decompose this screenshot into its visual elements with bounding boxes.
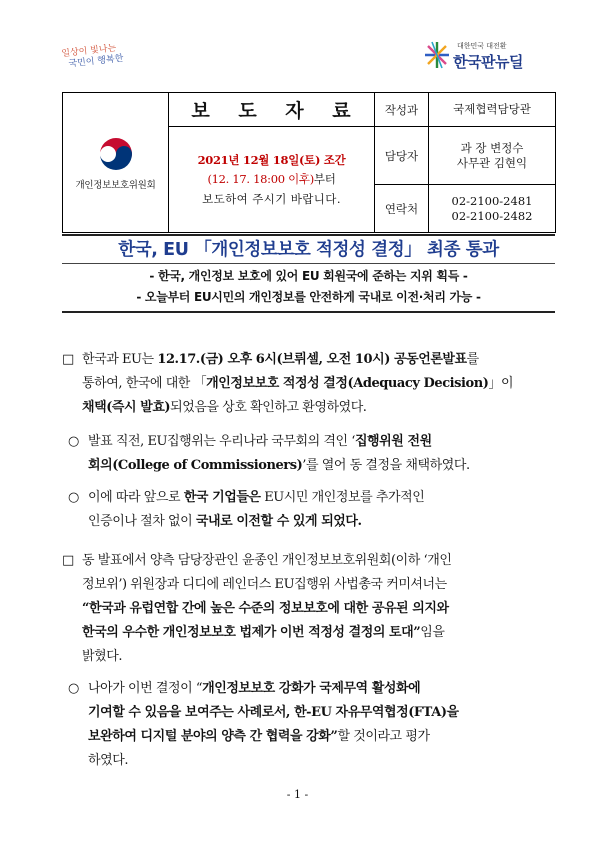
p3-line-1 — [88, 486, 542, 510]
author-value: 국제협력담당관 — [429, 93, 556, 127]
subtitle-2: - 오늘부터 EU시민의 개인정보를 안전하게 국내로 이전·처리 가능 - — [136, 290, 481, 304]
contact-person-line-1: 과 장 변정수 — [460, 140, 524, 155]
embargo-note: 보도하여 주시기 바랍니다. — [202, 192, 341, 206]
paragraph-1 — [62, 348, 542, 420]
p4-text: 임을 — [420, 625, 445, 640]
p1-text: 되었음을 상호 확인하고 환영하였다. — [170, 400, 367, 415]
p1-line-1 — [82, 348, 542, 372]
paragraph-5 — [62, 677, 542, 773]
slogan-line-1: 일상이 빛나는 — [61, 43, 117, 60]
embargo-cell — [169, 127, 375, 233]
p2-line-2 — [88, 454, 542, 478]
square-bullet-icon: □ — [62, 352, 74, 367]
slogan-logo — [61, 43, 124, 71]
p1-text: 」이 — [488, 376, 514, 391]
contact-person-line-2: 사무관 김현익 — [456, 155, 528, 170]
paragraph-3 — [62, 486, 542, 534]
slogan-line-2: 국민이 행복한 — [68, 53, 124, 70]
p3-emphasis: 국내로 이전할 수 있게 되었다. — [195, 514, 362, 529]
embargo-time-suffix: 부터 — [313, 172, 336, 186]
embargo-date: 2021년 12월 18일(토) 조간 — [197, 153, 346, 167]
brand-subtitle: 대한민국 대전환 — [457, 42, 507, 50]
author-label: 작성과 — [375, 93, 429, 127]
press-title-cell — [169, 93, 375, 127]
brand-title: 한국판뉴딜 — [453, 53, 523, 71]
title-bottom-rule — [62, 311, 555, 313]
p5-emphasis: 개인정보보호 강화가 국제무역 활성화에 — [202, 681, 421, 696]
p3-line-2 — [88, 510, 542, 534]
phone-line-2: 02-2100-2482 — [451, 208, 533, 223]
press-info-table — [62, 92, 556, 233]
korean-new-deal-logo — [423, 40, 533, 74]
p5-line-3 — [88, 725, 542, 749]
subtitle-1: - 한국, 개인정보 보호에 있어 EU 회원국에 준하는 지위 획득 - — [149, 269, 468, 283]
p5-line-4: 하였다. — [88, 753, 129, 768]
p2-text: ’를 열어 동 결정을 채택하였다. — [302, 458, 470, 473]
p4-emphasis: 한국의 우수한 개인정보보호 법제가 이번 적정성 결정의 토대” — [82, 625, 421, 640]
contact-person-label: 담당자 — [375, 127, 429, 185]
paragraph-4 — [62, 549, 542, 669]
phone-value — [429, 185, 556, 233]
p1-emphasis: 12.17.(금) 오후 6시(브뤼셀, 오전 10시) 공동언론발표 — [157, 352, 467, 367]
p5-line-2 — [88, 701, 542, 725]
contact-person-value — [429, 127, 556, 185]
p3-text: 인증이나 절차 없이 — [88, 514, 196, 529]
p2-emphasis: 회의(College of Commissioners) — [88, 458, 303, 473]
p2-text: 발표 직전, EU집행위는 우리나라 국무회의 격인 ‘ — [88, 434, 355, 449]
phone-label: 연락처 — [375, 185, 429, 233]
press-release-title: 보 도 자 료 — [191, 100, 362, 122]
p5-line-1 — [88, 677, 542, 701]
circle-bullet-icon: ○ — [68, 681, 79, 696]
main-headline: 한국, EU 「개인정보보호 적정성 결정」 최종 통과 — [118, 240, 499, 260]
paragraph-2 — [62, 430, 542, 478]
p1-emphasis: 채택(즉시 발효) — [82, 400, 171, 415]
p4-line-1: 동 발표에서 양측 담당장관인 윤종인 개인정보보호위원회(이하 ‘개인 — [82, 553, 452, 568]
p1-text: 를 — [466, 352, 479, 367]
p1-text: 통하여, 한국에 대한 「 — [82, 376, 207, 391]
p4-line-3 — [82, 597, 542, 621]
new-deal-mark-icon — [423, 40, 451, 70]
p4-line-5: 밝혔다. — [82, 649, 123, 664]
p1-text: 한국과 EU는 — [82, 352, 158, 367]
page-number: - 1 - — [286, 788, 309, 801]
p4-line-4 — [82, 621, 542, 645]
p5-text: 할 것이라고 평가 — [337, 729, 430, 744]
embargo-time — [169, 171, 374, 187]
square-bullet-icon: □ — [62, 553, 74, 568]
p2-line-1 — [88, 430, 542, 454]
p1-line-2 — [82, 372, 542, 396]
p5-text: 나아가 이번 결정이 “ — [88, 681, 203, 696]
p5-emphasis: 기여할 수 있음을 보여주는 사례로서, 한-EU 자유무역협정(FTA)을 — [88, 705, 459, 720]
p4-emphasis: “한국과 유럽연합 간에 높은 수준의 정보보호에 대한 공유된 의지와 — [82, 601, 449, 616]
p5-emphasis: 보완하여 디지털 분야의 양측 간 협력을 강화” — [88, 729, 338, 744]
org-logo-cell — [63, 93, 169, 233]
org-name: 개인정보보호위원회 — [75, 179, 156, 191]
government-emblem-icon — [99, 137, 133, 171]
p4-line-2: 정보위’) 위원장과 디디에 레인더스 EU집행위 사법총국 커미셔너는 — [82, 577, 447, 592]
title-mid-rule — [62, 263, 555, 264]
p1-line-3 — [82, 396, 542, 420]
p3-text: EU시민 개인정보를 추가적인 — [260, 490, 425, 505]
phone-line-1: 02-2100-2481 — [451, 193, 533, 208]
circle-bullet-icon: ○ — [68, 434, 79, 449]
p3-emphasis: 한국 기업들은 — [183, 490, 261, 505]
p2-emphasis: 집행위원 전원 — [354, 434, 432, 449]
embargo-time-red: (12. 17. 18:00 이후) — [207, 172, 314, 186]
circle-bullet-icon: ○ — [68, 490, 79, 505]
p3-text: 이에 따라 앞으로 — [88, 490, 184, 505]
p1-emphasis: 개인정보보호 적정성 결정(Adequacy Decision) — [206, 376, 489, 391]
